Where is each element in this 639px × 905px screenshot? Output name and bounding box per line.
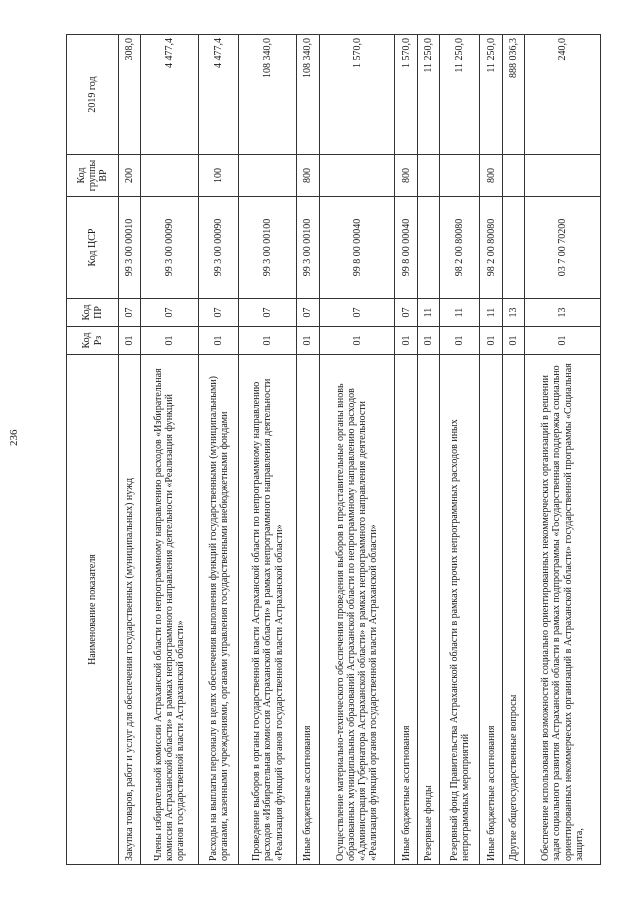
row-rz: 01: [199, 327, 239, 355]
row-vr: 800: [480, 155, 502, 197]
row-amount: 240,0: [525, 35, 601, 155]
row-amount: 1 570,0: [395, 35, 417, 155]
row-csr: 99 3 00 00100: [297, 197, 319, 299]
table-row: [319, 35, 395, 865]
row-pr: 11: [480, 299, 502, 327]
row-pr: 07: [319, 299, 395, 327]
row-csr: 98 2 00 80080: [440, 197, 480, 299]
row-vr: [525, 155, 601, 197]
row-rz: 01: [480, 327, 502, 355]
header-vr: Код группы ВР: [67, 155, 119, 197]
row-rz: 01: [525, 327, 601, 355]
header-name: Наименование показателя: [67, 355, 119, 865]
row-csr: 99 8 00 00040: [395, 197, 417, 299]
header-rz: Код Рз: [67, 327, 119, 355]
table-row: [119, 35, 141, 865]
budget-table: [66, 34, 601, 865]
row-name: Расходы на выплаты персоналу в целях обеспечения выполнения функций государственными (муниципальными) органами, казенными учреждениями, органами управления государственными внебюджетными фондами: [199, 355, 239, 865]
rotated-table-container: [66, 35, 601, 865]
row-name: Осуществление материально-технического обеспечения проведения выборов в представительные органы вновь образованных муниципальных образований Астраханской области по непрограммному направлению расходов «Администрация Губернатора Астраханской области» в рамках непрограммного направления деятельности «Реализация функций органов государственной власти Астраханской области»: [319, 355, 395, 865]
row-name: Резервный фонд Правительства Астраханской области в рамках прочих непрограммных расходов иных непрограммных мероприятий: [440, 355, 480, 865]
row-pr: 07: [395, 299, 417, 327]
row-csr: [502, 197, 524, 299]
page-number: 236: [8, 429, 20, 446]
row-name: Иные бюджетные ассигнования: [480, 355, 502, 865]
row-name: Иные бюджетные ассигнования: [297, 355, 319, 865]
row-pr: 07: [119, 299, 141, 327]
row-pr: 11: [440, 299, 480, 327]
table-row: [199, 35, 239, 865]
row-name: Иные бюджетные ассигнования: [395, 355, 417, 865]
row-pr: 13: [502, 299, 524, 327]
row-amount: 4 477,4: [141, 35, 199, 155]
row-csr: 99 8 00 00040: [319, 197, 395, 299]
row-vr: [319, 155, 395, 197]
row-pr: 07: [199, 299, 239, 327]
row-name: Резервные фонды: [417, 355, 439, 865]
table-row: [480, 35, 502, 865]
header-year: 2019 год: [67, 35, 119, 155]
table-row: [395, 35, 417, 865]
row-name: Закупка товаров, работ и услуг для обеспечения государственных (муниципальных) нужд: [119, 355, 141, 865]
row-amount: 308,0: [119, 35, 141, 155]
table-row: [525, 35, 601, 865]
row-vr: [417, 155, 439, 197]
row-name: Обеспечение использования возможностей социально ориентированных некоммерческих организаций в решении задач социального развития Астраханской области в рамках подпрограммы «Государственная поддержка социально ориентированных некоммерческих организаций в Астраханской области» государственной программы «Социальная защита,: [525, 355, 601, 865]
row-vr: [502, 155, 524, 197]
row-amount: 108 340,0: [297, 35, 319, 155]
row-pr: 07: [239, 299, 297, 327]
table-row: [239, 35, 297, 865]
table-header-row: [67, 35, 119, 865]
table-row: [417, 35, 439, 865]
row-rz: 01: [319, 327, 395, 355]
row-amount: 108 340,0: [239, 35, 297, 155]
row-vr: [440, 155, 480, 197]
table-row: [141, 35, 199, 865]
row-vr: 800: [395, 155, 417, 197]
row-vr: [141, 155, 199, 197]
row-csr: 98 2 00 80080: [480, 197, 502, 299]
row-rz: 01: [141, 327, 199, 355]
row-pr: 07: [141, 299, 199, 327]
row-amount: 11 250,0: [440, 35, 480, 155]
row-vr: [239, 155, 297, 197]
row-rz: 01: [119, 327, 141, 355]
row-csr: 99 3 00 00010: [119, 197, 141, 299]
row-pr: 13: [525, 299, 601, 327]
header-pr: Код ПР: [67, 299, 119, 327]
row-pr: 11: [417, 299, 439, 327]
row-amount: 1 570,0: [319, 35, 395, 155]
row-csr: 03 7 00 70200: [525, 197, 601, 299]
row-vr: 800: [297, 155, 319, 197]
row-amount: 11 250,0: [417, 35, 439, 155]
row-amount: 4 477,4: [199, 35, 239, 155]
row-rz: 01: [297, 327, 319, 355]
row-csr: [417, 197, 439, 299]
row-vr: 200: [119, 155, 141, 197]
row-rz: 01: [440, 327, 480, 355]
row-name: Проведение выборов в органы государственной власти Астраханской области по непрограммному направлению расходов «Избирательная комиссия Астраханской области» в рамках непрограммного направления деятельности «Реализация функций органов государственной власти Астраханской области»: [239, 355, 297, 865]
row-rz: 01: [502, 327, 524, 355]
row-csr: 99 3 00 00090: [199, 197, 239, 299]
row-pr: 07: [297, 299, 319, 327]
row-name: Другие общегосударственные вопросы: [502, 355, 524, 865]
row-csr: 99 3 00 00090: [141, 197, 199, 299]
table-row: [297, 35, 319, 865]
header-csr: Код ЦСР: [67, 197, 119, 299]
row-rz: 01: [239, 327, 297, 355]
row-amount: 888 036,3: [502, 35, 524, 155]
row-rz: 01: [395, 327, 417, 355]
table-row: [440, 35, 480, 865]
row-name: Члены избирательной комиссии Астраханской области по непрограммному направлению расходов «Избирательная комиссия Астраханской области» в рамках непрограммного направления деятельности «Реализация функций органов государственной власти Астраханской области»: [141, 355, 199, 865]
table-body: [119, 35, 601, 865]
row-vr: 100: [199, 155, 239, 197]
row-csr: 99 3 00 00100: [239, 197, 297, 299]
row-amount: 11 250,0: [480, 35, 502, 155]
row-rz: 01: [417, 327, 439, 355]
table-row: [502, 35, 524, 865]
